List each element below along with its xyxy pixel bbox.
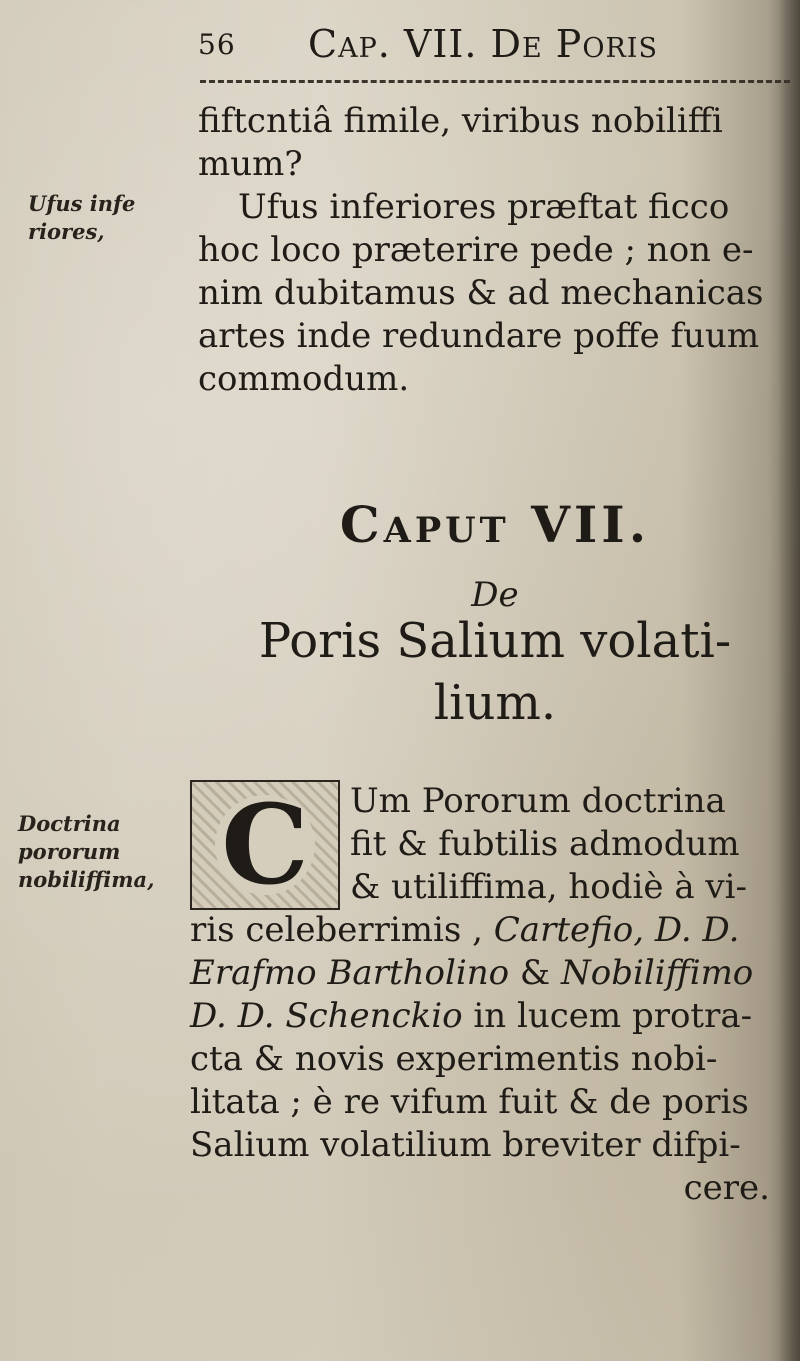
paragraph-1 bbox=[198, 100, 788, 401]
author-name: Cartefio, D. D. bbox=[493, 910, 740, 950]
text-line: hoc loco præterire pede ; non e- bbox=[198, 230, 754, 270]
chapter-subtitle bbox=[200, 610, 790, 734]
text-line bbox=[190, 952, 790, 995]
subtitle-line: lium. bbox=[433, 675, 557, 731]
author-name: D. D. Schenckio bbox=[190, 996, 463, 1036]
author-name: Erafmo Bartholino bbox=[190, 953, 510, 993]
text-line: nim dubitamus & ad mechanicas bbox=[198, 273, 764, 313]
text-run: ris celeberrimis , bbox=[190, 910, 494, 950]
page-header bbox=[190, 22, 750, 72]
text-line: mum? bbox=[198, 144, 303, 184]
header-rule bbox=[200, 80, 790, 83]
margin-note-line: Ufus infe bbox=[28, 191, 136, 216]
chapter-heading: Caput VII. bbox=[339, 495, 651, 554]
text-line: cta & novis experimentis nobi- bbox=[190, 1039, 718, 1079]
text-line: Ufus inferiores præftat ficco bbox=[238, 187, 730, 227]
text-line: artes inde redundare poffe fuum bbox=[198, 316, 760, 356]
text-run: & bbox=[509, 953, 561, 993]
author-name: Nobiliffimo bbox=[561, 953, 754, 993]
text-line: litata ; è re vifum fuit & de poris bbox=[190, 1082, 749, 1122]
text-line: fit & fubtilis admodum bbox=[350, 824, 740, 864]
page-number: 56 bbox=[198, 28, 236, 61]
subtitle-line: Poris Salium volati- bbox=[258, 613, 732, 669]
text-line bbox=[190, 909, 790, 952]
paragraph-2-body bbox=[190, 909, 790, 1210]
text-line: Salium volatilium breviter difpi- bbox=[190, 1125, 741, 1165]
margin-note-line: riores, bbox=[28, 219, 105, 244]
margin-note-line: nobiliffima, bbox=[18, 867, 155, 892]
margin-note-doctrina bbox=[18, 810, 154, 894]
running-title: Cap. VII. De Poris bbox=[308, 22, 658, 66]
chapter-de: De bbox=[471, 575, 519, 615]
text-line: cere. bbox=[683, 1168, 770, 1208]
text-line bbox=[190, 995, 790, 1038]
decorated-initial bbox=[190, 780, 340, 910]
text-line: fiftcntiâ fimile, viribus nobiliffi bbox=[198, 101, 723, 141]
margin-note-line: pororum bbox=[18, 839, 121, 864]
paragraph-2-head bbox=[350, 780, 790, 909]
initial-letter: C bbox=[215, 795, 315, 895]
text-line: & utiliffima, hodiè à vi- bbox=[350, 867, 747, 907]
text-line: commodum. bbox=[198, 359, 410, 399]
text-line: Um Pororum doctrina bbox=[350, 781, 726, 821]
margin-note-line: Doctrina bbox=[18, 811, 121, 836]
text-run: in lucem protra- bbox=[462, 996, 753, 1036]
margin-note-usus bbox=[28, 190, 135, 246]
